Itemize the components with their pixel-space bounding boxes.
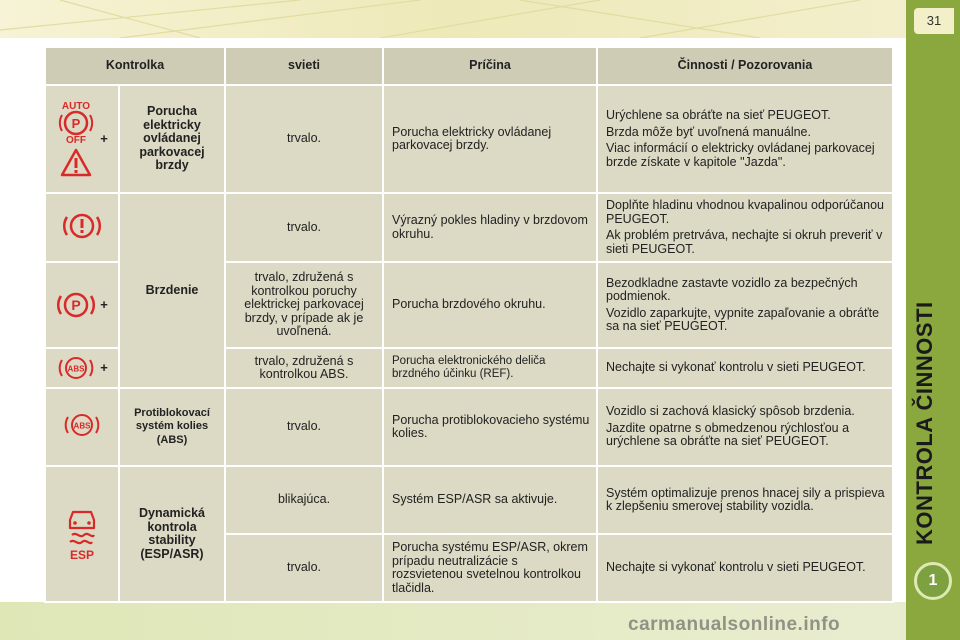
cinnost-text: Jazdite opatrne s obmedzenou rýchlosťou a urýchlene sa obráťte na sieť PEUGEOT.: [606, 420, 850, 449]
svg-text:P: P: [71, 116, 81, 131]
icon-cell: [45, 388, 119, 466]
cinnosti-cell: [597, 388, 893, 466]
decorative-lines: [0, 0, 906, 38]
table-header-row: [45, 47, 893, 85]
esp-label: ESP: [69, 548, 95, 563]
pricina-cell: Porucha protiblokovacieho systému kolies.: [383, 388, 597, 466]
table-row: [45, 193, 893, 262]
cinnost-text: Vozidlo zaparkujte, vypnite zapaľovanie a obráťte sa na sieť PEUGEOT.: [606, 305, 880, 333]
brake-exclamation-icon: [62, 209, 102, 243]
parking-brake-p-icon: [56, 288, 96, 322]
cinnosti-cell: [597, 262, 893, 348]
cinnost-text: Bezodkladne zastavte vozidlo za bezpečných podmienok.: [606, 275, 858, 303]
icon-cell: [45, 466, 119, 602]
pricina-cell: Porucha elektricky ovládanej parkovacej brzdy.: [383, 85, 597, 193]
cinnost-text: Vozidlo si zachová klasický spôsob brzdenia.: [606, 404, 855, 419]
header-cinnosti: Činnosti / Pozorovania: [597, 47, 893, 85]
cinnosti-cell: [597, 85, 893, 193]
cinnost-text: Systém optimalizuje prenos hnacej sily a prispieva k zlepšeniu smerovej stability vozidla.: [606, 485, 885, 513]
svg-text:P: P: [71, 297, 81, 313]
cinnost-text: Nechajte si vykonať kontrolu v sieti PEUGEOT.: [606, 360, 866, 375]
pricina-cell: Porucha brzdového okruhu.: [383, 262, 597, 348]
chapter-title: [912, 505, 938, 545]
svieti-cell: trvalo.: [225, 388, 383, 466]
cinnost-text: Doplňte hladinu vhodnou kvapalinou odporúčanou PEUGEOT.: [606, 198, 884, 226]
table-row: [45, 85, 893, 193]
icon-cell: [45, 262, 119, 348]
header-svieti: svieti: [225, 47, 383, 85]
cinnost-text: Nechajte si vykonať kontrolu v sieti PEUGEOT.: [606, 560, 866, 575]
cinnost-text: Urýchlene sa obráťte na sieť PEUGEOT.: [606, 108, 831, 122]
cinnost-text: Brzda môže byť uvoľnená manuálne.: [606, 124, 811, 139]
light-name: Brzdenie: [119, 193, 225, 388]
abs-label: ABS: [73, 421, 91, 431]
page-number: 31: [914, 8, 954, 34]
cinnost-text: Viac informácií o elektricky ovládanej parkovacej brzde získate v kapitole "Jazda".: [606, 141, 875, 169]
cinnost-text: Ak problém pretrváva, nechajte si okruh preveriť v sieti PEUGEOT.: [606, 228, 883, 256]
cinnosti-cell: [597, 534, 893, 602]
esp-car-icon: [62, 502, 102, 562]
warning-lights-table: [44, 46, 894, 603]
svieti-cell: trvalo.: [225, 534, 383, 602]
cinnosti-cell: [597, 466, 893, 534]
auto-p-off-icon: [56, 100, 96, 144]
cinnosti-cell: [597, 193, 893, 262]
header-kontrolka: Kontrolka: [45, 47, 225, 85]
light-name: Porucha elektricky ovládanej parkovacej brzdy: [119, 85, 225, 193]
pricina-cell: Systém ESP/ASR sa aktivuje.: [383, 466, 597, 534]
icon-cell: [45, 193, 119, 262]
watermark: carmanualsonline.info: [628, 614, 841, 635]
plus-sign: +: [100, 360, 108, 376]
light-name: Protiblokovací systém kolies (ABS): [119, 388, 225, 466]
abs-label: ABS: [67, 364, 85, 374]
icon-cell: [45, 348, 119, 388]
svieti-cell: trvalo, združená s kontrolkou ABS.: [225, 348, 383, 388]
svieti-cell: trvalo.: [225, 85, 383, 193]
table-row: [45, 388, 893, 466]
top-decorative-band: [0, 0, 906, 38]
plus-sign: +: [100, 131, 108, 147]
abs-icon: [62, 410, 102, 440]
pricina-cell: Porucha systému ESP/ASR, okrem prípadu neutralizácie s rozsvietenou svetelnou kontrolkou tlačidla.: [383, 534, 597, 602]
svieti-cell: trvalo.: [225, 193, 383, 262]
pricina-cell: Výrazný pokles hladiny v brzdovom okruhu.: [383, 193, 597, 262]
chapter-badge: 1: [914, 562, 952, 600]
light-name: Dynamická kontrola stability (ESP/ASR): [119, 466, 225, 602]
pricina-cell: Porucha elektronického deliča brzdného účinku (REF).: [383, 348, 597, 388]
plus-sign: +: [100, 297, 108, 313]
auto-label: AUTO: [62, 101, 91, 112]
svieti-cell: trvalo, združená s kontrolkou poruchy elektrickej parkovacej brzdy, v prípade ak je uvoľnená.: [225, 262, 383, 348]
svieti-cell: blikajúca.: [225, 466, 383, 534]
cinnosti-cell: [597, 348, 893, 388]
warning-triangle-icon: [60, 148, 92, 178]
table-row: [45, 466, 893, 534]
header-pricina: Príčina: [383, 47, 597, 85]
abs-icon: [56, 353, 96, 383]
icon-cell: [45, 85, 119, 193]
off-label: OFF: [66, 135, 87, 144]
